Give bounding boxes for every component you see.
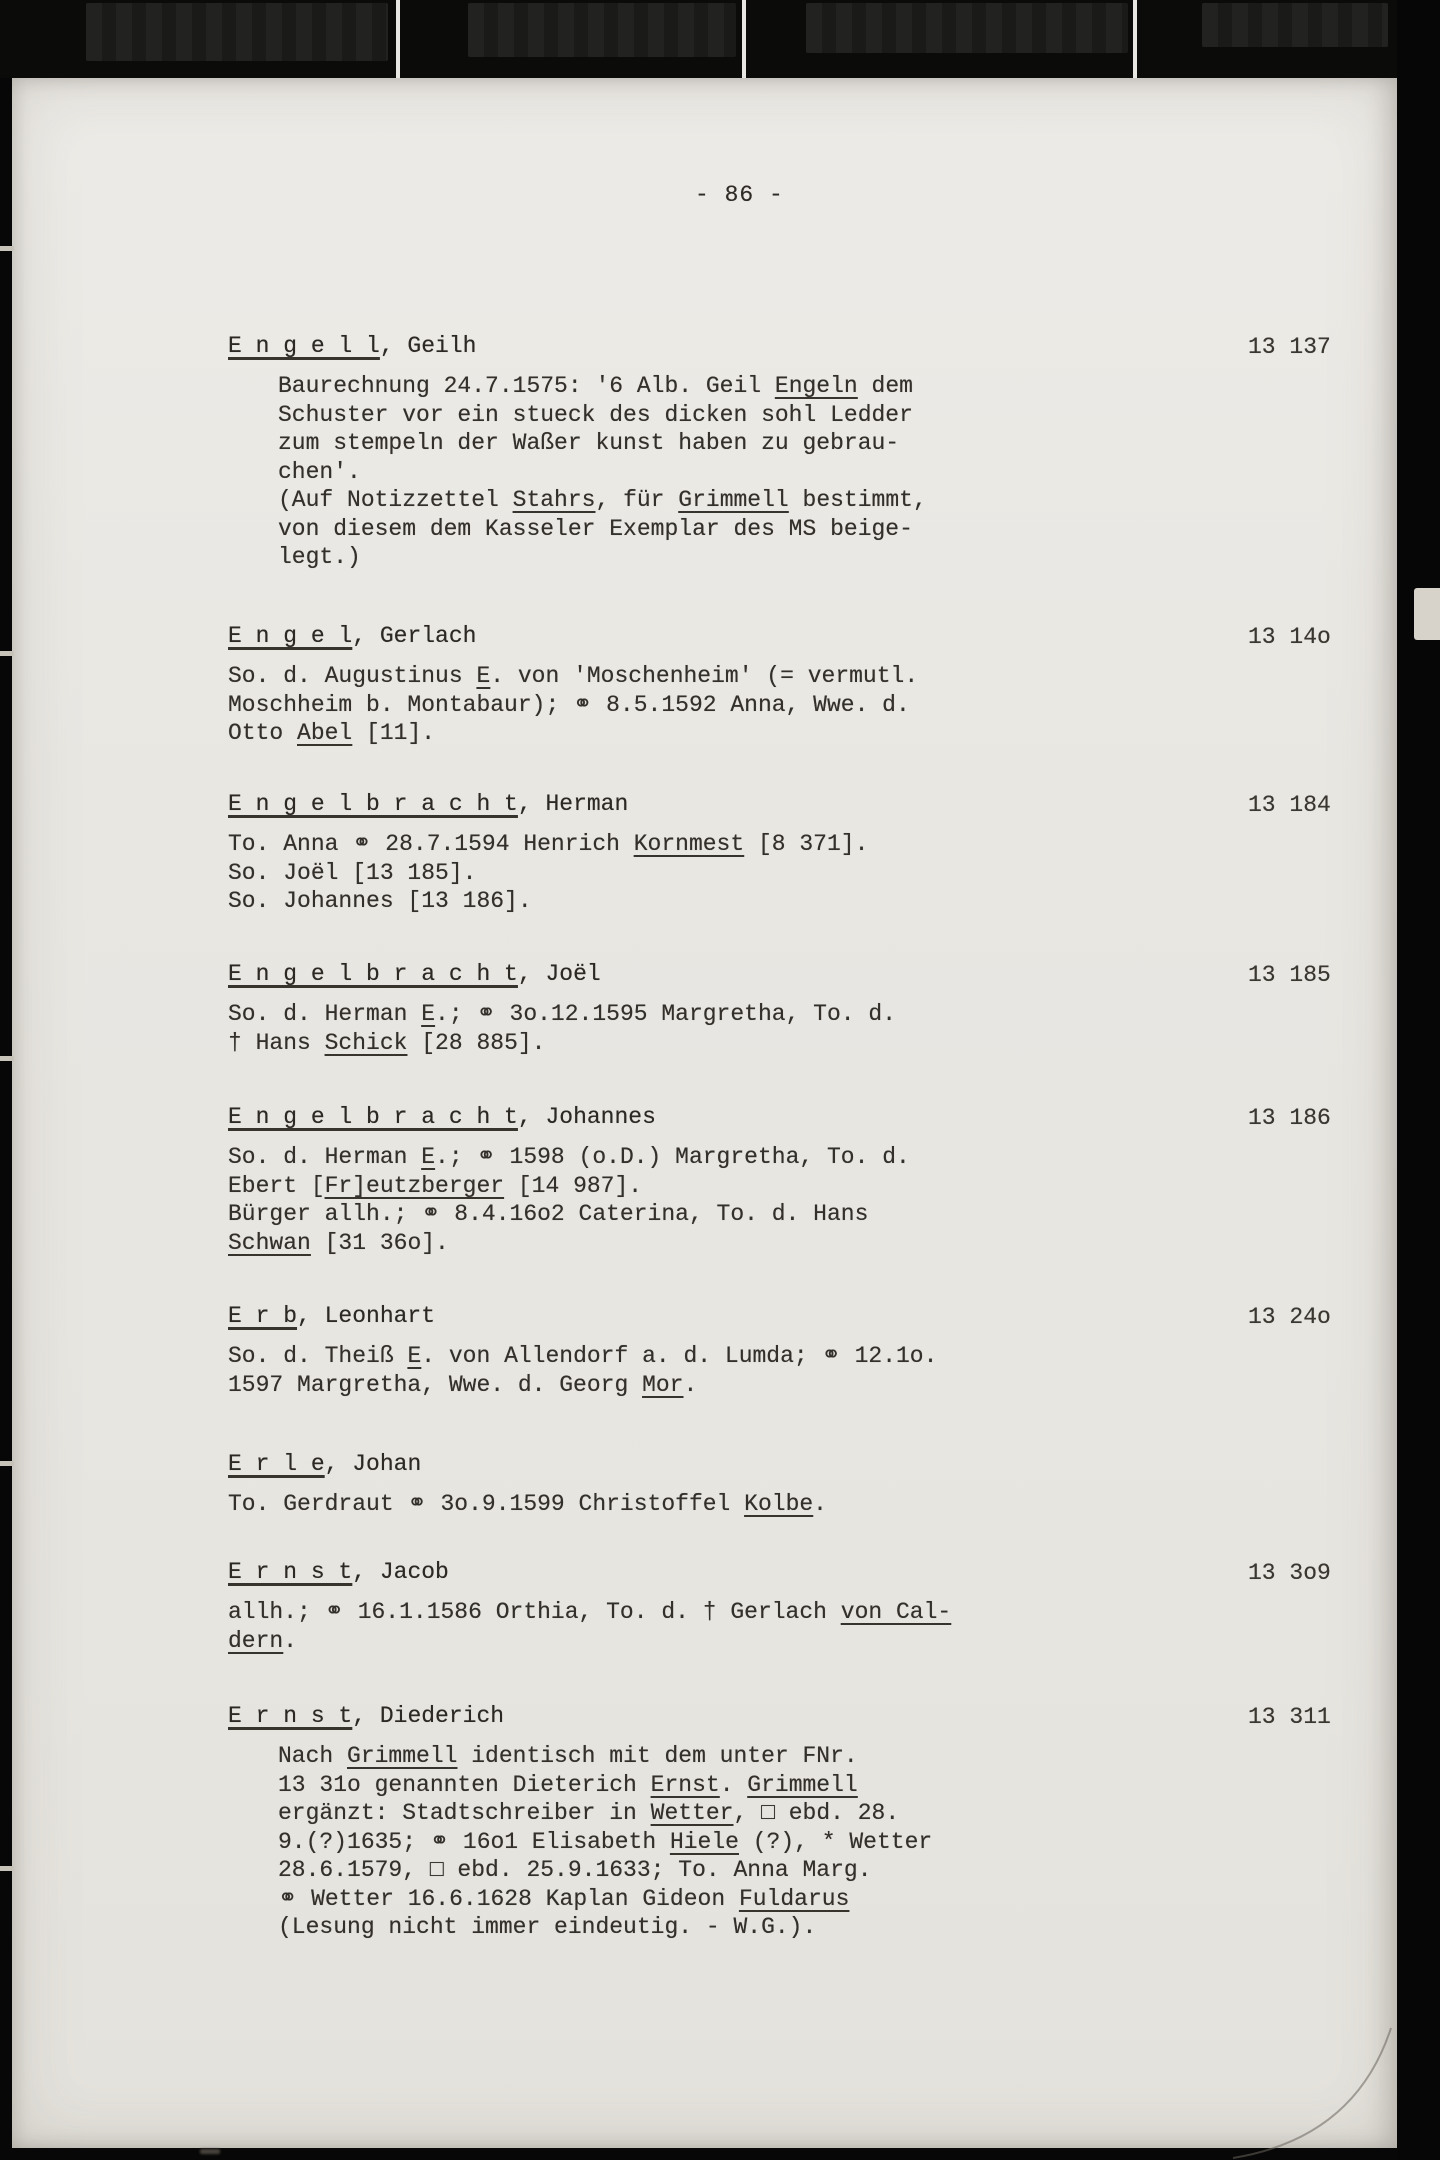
entry-ref-number: 13 14o — [1248, 624, 1331, 650]
film-divider — [396, 0, 400, 78]
body-line — [228, 1172, 1408, 1201]
text-segment: legt.) — [278, 544, 361, 570]
entry-body — [228, 372, 1408, 572]
page-curl-shadow — [1205, 2020, 1405, 2160]
edge-tick-mark — [0, 651, 14, 656]
entry-body — [228, 830, 1408, 916]
register-entry — [228, 1702, 1408, 1942]
underlined-text-segment: Engeln — [774, 373, 858, 399]
text-segment: . — [683, 1371, 698, 1398]
body-line — [278, 458, 1408, 487]
entry-given-name: , Herman — [517, 791, 629, 817]
text-segment: , für — [595, 487, 679, 513]
text-segment: 28.6.1579, □ ebd. 25.9.1633; To. Anna Marg. — [278, 1857, 872, 1883]
text-segment: , □ ebd. 28. — [733, 1800, 900, 1826]
body-line — [278, 1913, 1408, 1942]
text-segment: dem — [857, 373, 913, 399]
register-entry — [228, 1450, 1408, 1519]
text-segment: Baurechnung 24.7.1575: '6 Alb. Geil — [278, 373, 775, 399]
entry-ref-number: 13 186 — [1248, 1105, 1331, 1131]
entry-surname: E r n s t — [228, 1703, 353, 1729]
film-divider — [1133, 0, 1137, 78]
underlined-text-segment: dern — [228, 1627, 284, 1654]
underlined-text-segment: Wetter — [650, 1800, 734, 1826]
body-line — [278, 486, 1408, 515]
entry-heading — [228, 332, 1408, 361]
body-line — [228, 1229, 1408, 1258]
text-segment: † Hans — [228, 1029, 325, 1056]
body-line — [228, 1342, 1408, 1371]
text-segment: Otto — [228, 720, 298, 746]
entry-surname: E n g e l — [228, 623, 353, 649]
body-line — [228, 1143, 1408, 1172]
body-line — [278, 429, 1408, 458]
entry-ref-number: 13 24o — [1248, 1304, 1331, 1330]
underlined-text-segment: Fuldarus — [738, 1885, 850, 1912]
entry-heading — [228, 622, 1408, 651]
register-entry — [228, 790, 1408, 916]
entry-heading — [228, 1103, 1408, 1132]
body-line — [278, 1742, 1408, 1771]
text-segment: (Lesung nicht immer eindeutig. - W.G.). — [278, 1914, 817, 1940]
text-segment: Schuster vor ein stueck des dicken sohl Ledder — [278, 401, 913, 428]
edge-tick-mark — [0, 1866, 14, 1871]
body-line — [228, 887, 1408, 916]
text-segment: .; ⚭ 3o.12.1595 Margretha, To. d. — [435, 1001, 896, 1027]
body-line — [228, 1598, 1408, 1627]
film-strip — [0, 0, 1440, 78]
edge-tick-mark — [0, 246, 14, 251]
text-segment: (Auf Notizzettel — [278, 487, 513, 513]
entry-body — [228, 1742, 1408, 1942]
entry-surname: E r l e — [228, 1451, 325, 1477]
text-segment: [11]. — [352, 720, 436, 746]
entry-heading — [228, 960, 1408, 989]
entry-ref-number: 13 184 — [1248, 792, 1331, 818]
text-segment: So. d. Herman — [228, 1001, 422, 1027]
text-segment: ⚭ Wetter 16.6.1628 Kaplan Gideon — [278, 1885, 739, 1912]
text-segment: .; ⚭ 1598 (o.D.) Margretha, To. d. — [435, 1144, 910, 1170]
underlined-text-segment: Fr]eutzberger — [324, 1172, 505, 1199]
register-entry — [228, 332, 1408, 572]
body-line — [228, 1000, 1408, 1029]
underlined-text-segment: E — [407, 1343, 422, 1369]
underlined-text-segment: Grimmell — [347, 1743, 458, 1769]
text-segment: Nach — [278, 1743, 348, 1769]
text-segment: So. d. Theiß — [228, 1343, 408, 1369]
body-line — [278, 1885, 1408, 1914]
body-line — [278, 1799, 1408, 1828]
entry-given-name: , Diederich — [352, 1703, 505, 1729]
text-segment: . von 'Moschenheim' (= vermutl. — [490, 663, 919, 689]
scan-smudge — [200, 2149, 220, 2154]
text-segment: So. Joël [13 185]. — [228, 859, 477, 886]
underlined-text-segment: Mor — [642, 1371, 684, 1398]
register-entry — [228, 1103, 1408, 1257]
entry-surname: E n g e l b r a c h t — [228, 961, 518, 987]
text-segment: . — [719, 1771, 748, 1798]
entry-given-name: , Johannes — [517, 1104, 656, 1130]
underlined-text-segment: Schick — [324, 1029, 408, 1056]
text-segment: So. d. Herman — [228, 1144, 422, 1170]
text-segment: Bürger allh.; ⚭ 8.4.16o2 Caterina, To. d. Hans — [228, 1201, 869, 1227]
underlined-text-segment: Schwan — [228, 1229, 311, 1256]
underlined-text-segment: Kolbe — [744, 1491, 814, 1517]
underlined-text-segment: Ernst — [650, 1771, 720, 1798]
page-number: - 86 - — [695, 182, 784, 208]
body-line — [228, 859, 1408, 888]
text-segment: 9.(?)1635; ⚭ 16o1 Elisabeth — [278, 1828, 670, 1855]
entry-given-name: , Joël — [517, 961, 601, 987]
entry-surname: E n g e l b r a c h t — [228, 791, 518, 817]
body-line — [228, 1371, 1408, 1400]
underlined-text-segment: E — [421, 1144, 436, 1170]
text-segment: . — [813, 1491, 827, 1517]
scan-right-border — [1397, 0, 1440, 2160]
edge-tick-mark — [0, 1056, 14, 1061]
underlined-text-segment: Kornmest — [633, 831, 745, 857]
register-entry — [228, 622, 1408, 748]
text-segment: Ebert [ — [228, 1172, 325, 1199]
entry-surname: E n g e l l — [228, 333, 380, 359]
entry-body — [228, 1000, 1408, 1057]
scan-edge-notch — [1414, 588, 1440, 640]
register-entry — [228, 1558, 1408, 1655]
body-line — [278, 372, 1408, 401]
entry-given-name: , Gerlach — [352, 623, 477, 649]
entry-heading — [228, 1702, 1408, 1731]
entry-given-name: , Geilh — [379, 333, 477, 359]
body-line — [228, 1627, 1408, 1656]
entry-heading — [228, 790, 1408, 819]
text-segment: ergänzt: Stadtschreiber in — [278, 1800, 651, 1826]
text-segment: Moschheim b. Montabaur); ⚭ 8.5.1592 Anna, Wwe. d. — [228, 691, 910, 718]
body-line — [228, 830, 1408, 859]
text-segment: 1597 Margretha, Wwe. d. Georg — [228, 1371, 643, 1398]
entry-heading — [228, 1302, 1408, 1331]
text-segment: . — [283, 1627, 298, 1654]
entry-surname: E r b — [228, 1303, 298, 1329]
register-entry — [228, 960, 1408, 1057]
body-line — [278, 401, 1408, 430]
text-segment: So. Johannes [13 186]. — [228, 888, 532, 914]
body-line — [228, 691, 1408, 720]
text-segment: identisch mit dem unter FNr. — [457, 1743, 858, 1769]
body-line — [278, 1828, 1408, 1857]
film-frame — [468, 3, 736, 57]
register-entry — [228, 1302, 1408, 1399]
entry-ref-number: 13 185 — [1248, 962, 1331, 988]
entry-body — [228, 1342, 1408, 1399]
body-line — [228, 719, 1408, 748]
underlined-text-segment: E — [421, 1001, 436, 1027]
entry-ref-number: 13 311 — [1248, 1704, 1331, 1730]
underlined-text-segment: von Cal- — [840, 1599, 952, 1625]
film-divider — [742, 0, 746, 78]
body-line — [228, 1490, 1408, 1519]
document-page — [12, 78, 1397, 2148]
entry-body — [228, 1598, 1408, 1655]
entry-given-name: , Jacob — [352, 1559, 449, 1585]
film-frame — [86, 3, 388, 61]
entry-heading — [228, 1558, 1408, 1587]
text-segment: von diesem dem Kasseler Exemplar des MS beige- — [278, 515, 913, 542]
text-segment: [8 371]. — [744, 831, 869, 857]
entry-given-name: , Johan — [324, 1451, 422, 1477]
text-segment: So. d. Augustinus — [228, 663, 477, 689]
underlined-text-segment: Stahrs — [512, 487, 596, 513]
body-line — [278, 543, 1408, 572]
text-segment: [28 885]. — [407, 1029, 546, 1056]
text-segment: To. Gerdraut ⚭ 3o.9.1599 Christoffel — [228, 1491, 745, 1517]
text-segment: To. Anna ⚭ 28.7.1594 Henrich — [228, 831, 634, 857]
text-segment: allh.; ⚭ 16.1.1586 Orthia, To. d. † Gerlach — [228, 1599, 841, 1625]
edge-tick-mark — [0, 1461, 14, 1466]
entry-body — [228, 662, 1408, 748]
entry-ref-number: 13 137 — [1248, 334, 1331, 360]
entry-surname: E n g e l b r a c h t — [228, 1104, 518, 1130]
text-segment: . von Allendorf a. d. Lumda; ⚭ 12.1o. — [421, 1343, 938, 1369]
text-segment: [14 987]. — [504, 1172, 643, 1199]
entry-body — [228, 1490, 1408, 1519]
text-segment: (?), * Wetter — [738, 1828, 933, 1855]
entry-given-name: , Leonhart — [297, 1303, 436, 1329]
body-line — [278, 1856, 1408, 1885]
entry-body — [228, 1143, 1408, 1257]
underlined-text-segment: Grimmell — [747, 1771, 858, 1798]
underlined-text-segment: E — [476, 663, 491, 689]
entry-surname: E r n s t — [228, 1559, 353, 1585]
body-line — [228, 1029, 1408, 1058]
text-segment: zum stempeln der Waßer kunst haben zu gebrau- — [278, 430, 900, 456]
body-line — [278, 515, 1408, 544]
text-segment: bestimmt, — [788, 487, 927, 513]
entry-heading — [228, 1450, 1408, 1479]
film-frame — [1202, 3, 1388, 47]
body-line — [228, 662, 1408, 691]
text-segment: chen'. — [278, 458, 361, 485]
text-segment: 13 31o genannten Dieterich — [278, 1771, 651, 1798]
underlined-text-segment: Grimmell — [678, 487, 789, 513]
body-line — [278, 1771, 1408, 1800]
entry-ref-number: 13 3o9 — [1248, 1560, 1331, 1586]
underlined-text-segment: Abel — [297, 720, 353, 746]
text-segment: [31 36o]. — [310, 1229, 449, 1256]
underlined-text-segment: Hiele — [669, 1828, 739, 1855]
film-frame — [806, 3, 1128, 53]
body-line — [228, 1200, 1408, 1229]
